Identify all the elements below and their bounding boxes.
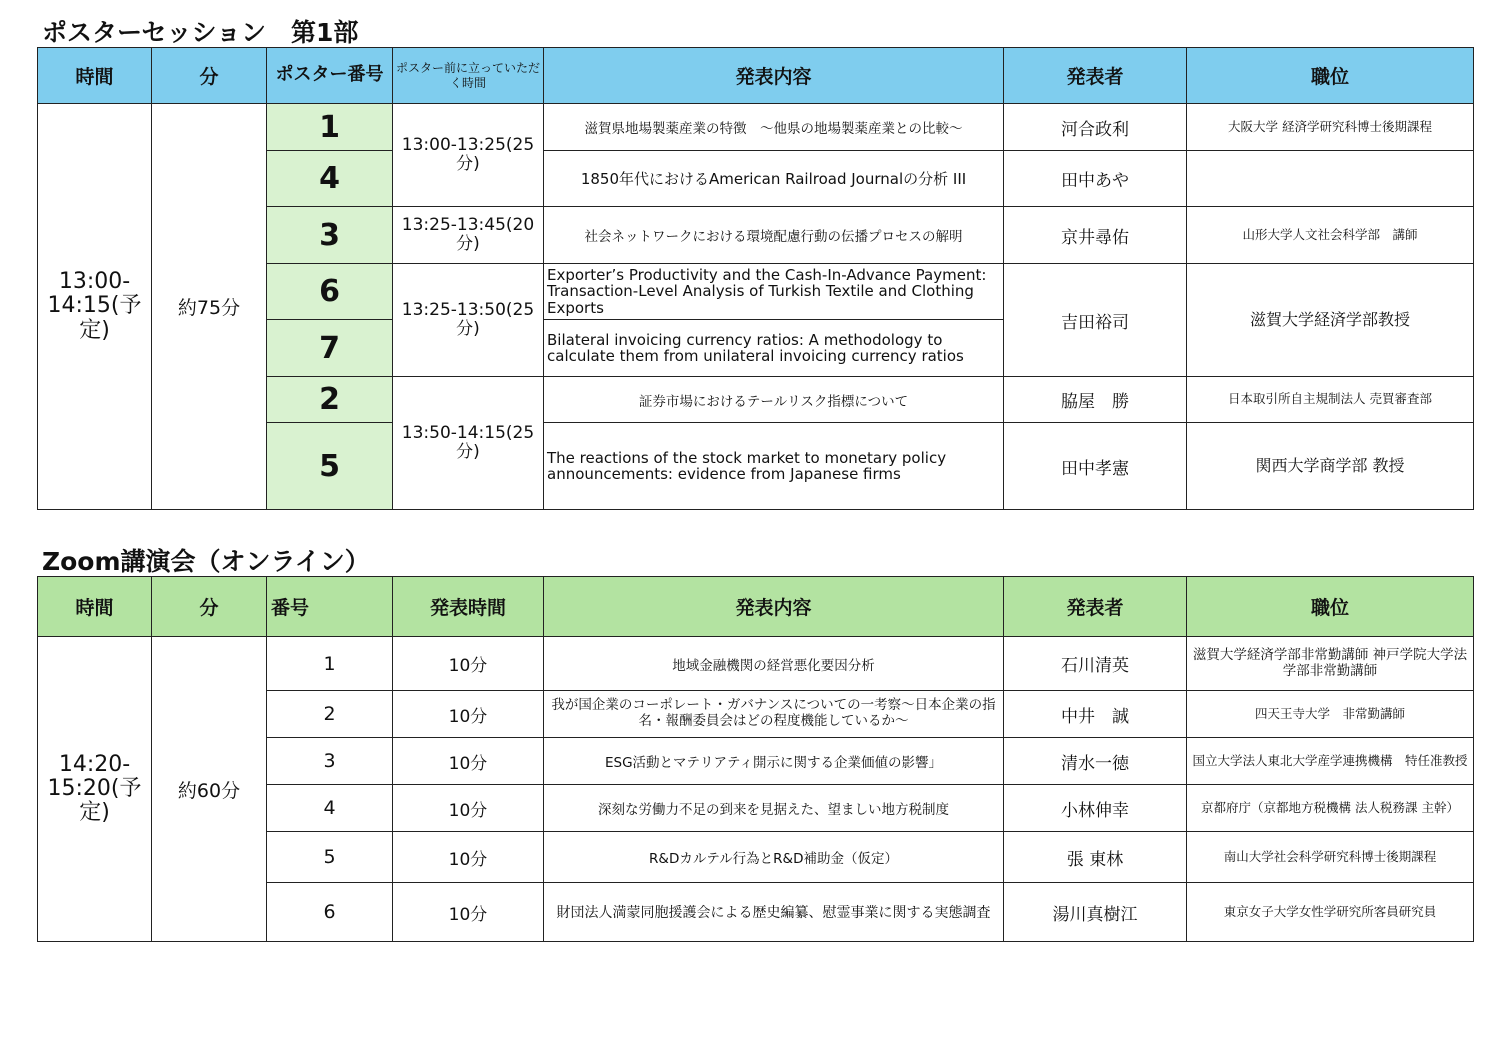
presenter-position: 滋賀大学経済学部教授: [1187, 264, 1474, 377]
header-position: 職位: [1187, 577, 1474, 637]
presenter-position: [1187, 151, 1474, 207]
header-minutes: 分: [152, 48, 267, 104]
presenter-name: 脇屋 勝: [1004, 377, 1187, 423]
poster-number: 4: [267, 151, 393, 207]
talk-duration: 10分: [393, 785, 544, 832]
presentation-title: ESG活動とマテリアティ開示に関する企業価値の影響」: [544, 738, 1004, 785]
presentation-title: Bilateral invoicing currency ratios: A methodology to calculate them from unilateral invoicing currency ratios: [544, 320, 1004, 377]
talk-duration: 10分: [393, 832, 544, 883]
session-time-range: 14:20-15:20(予定): [38, 637, 152, 942]
header-presenter: 発表者: [1004, 48, 1187, 104]
header-standing-time: ポスター前に立っていただく時間: [393, 48, 544, 104]
presenter-position: 滋賀大学経済学部非常勤講師 神戸学院大学法学部非常勤講師: [1187, 637, 1474, 691]
talk-duration: 10分: [393, 883, 544, 942]
header-content: 発表内容: [544, 577, 1004, 637]
presenter-name: 京井尋佑: [1004, 207, 1187, 264]
header-time: 時間: [38, 48, 152, 104]
header-duration: 発表時間: [393, 577, 544, 637]
presenter-name: 小林伸幸: [1004, 785, 1187, 832]
talk-number: 4: [267, 785, 393, 832]
presentation-title: 滋賀県地場製薬産業の特徴 ～他県の地場製薬産業との比較～: [544, 104, 1004, 151]
poster-number: 6: [267, 264, 393, 320]
presenter-name: 田中孝憲: [1004, 423, 1187, 510]
talk-number: 6: [267, 883, 393, 942]
standing-slot: 13:00-13:25(25分): [393, 104, 544, 207]
poster-number: 2: [267, 377, 393, 423]
header-minutes: 分: [152, 577, 267, 637]
poster-number: 3: [267, 207, 393, 264]
talk-duration: 10分: [393, 738, 544, 785]
poster-number: 1: [267, 104, 393, 151]
session-minutes: 約60分: [152, 637, 267, 942]
poster-schedule-table: [37, 47, 1474, 510]
session-minutes: 約75分: [152, 104, 267, 510]
standing-slot: 13:25-13:50(25分): [393, 264, 544, 377]
presenter-name: 石川清英: [1004, 637, 1187, 691]
zoom-header-row: [38, 577, 1474, 637]
presenter-position: 山形大学人文社会科学部 講師: [1187, 207, 1474, 264]
presenter-position: 関西大学商学部 教授: [1187, 423, 1474, 510]
presentation-title: Exporter’s Productivity and the Cash-In-Advance Payment: Transaction-Level Analysis of Turkish Textile and Clothing Exports: [544, 264, 1004, 320]
standing-slot: 13:25-13:45(20分): [393, 207, 544, 264]
presenter-position: 日本取引所自主規制法人 売買審査部: [1187, 377, 1474, 423]
poster-number: 5: [267, 423, 393, 510]
presenter-name: 吉田裕司: [1004, 264, 1187, 377]
table-row: [38, 104, 1474, 151]
presentation-title: R&Dカルテル行為とR&D補助金（仮定）: [544, 832, 1004, 883]
talk-number: 2: [267, 691, 393, 738]
zoom-schedule-table: [37, 576, 1474, 942]
presenter-name: 湯川真樹江: [1004, 883, 1187, 942]
poster-section-title: ポスターセッション 第1部: [42, 18, 359, 47]
zoom-section-title: Zoom講演会（オンライン）: [42, 547, 370, 576]
presenter-name: 清水一徳: [1004, 738, 1187, 785]
poster-header-row: [38, 48, 1474, 104]
presenter-name: 中井 誠: [1004, 691, 1187, 738]
header-number: 番号: [267, 577, 393, 637]
talk-duration: 10分: [393, 691, 544, 738]
talk-duration: 10分: [393, 637, 544, 691]
presentation-title: 深刻な労働力不足の到来を見据えた、望ましい地方税制度: [544, 785, 1004, 832]
presentation-title: 1850年代におけるAmerican Railroad Journalの分析 III: [544, 151, 1004, 207]
header-poster-number: ポスター番号: [267, 48, 393, 104]
header-content: 発表内容: [544, 48, 1004, 104]
presentation-title: 我が国企業のコーポレート・ガバナンスについての一考察～日本企業の指名・報酬委員会はどの程度機能しているか～: [544, 691, 1004, 738]
presenter-name: 田中あや: [1004, 151, 1187, 207]
table-row: [38, 637, 1474, 691]
presenter-name: 張 東林: [1004, 832, 1187, 883]
header-presenter: 発表者: [1004, 577, 1187, 637]
presentation-title: 社会ネットワークにおける環境配慮行動の伝播プロセスの解明: [544, 207, 1004, 264]
presentation-title: 証券市場におけるテールリスク指標について: [544, 377, 1004, 423]
presenter-position: 大阪大学 経済学研究科博士後期課程: [1187, 104, 1474, 151]
presentation-title: The reactions of the stock market to monetary policy announcements: evidence from Japanese firms: [544, 423, 1004, 510]
talk-number: 3: [267, 738, 393, 785]
poster-number: 7: [267, 320, 393, 377]
standing-slot: 13:50-14:15(25分): [393, 377, 544, 510]
talk-number: 1: [267, 637, 393, 691]
presenter-position: 京都府庁（京都地方税機構 法人税務課 主幹）: [1187, 785, 1474, 832]
presentation-title: 財団法人満蒙同胞援護会による歴史編纂、慰霊事業に関する実態調査: [544, 883, 1004, 942]
header-time: 時間: [38, 577, 152, 637]
header-position: 職位: [1187, 48, 1474, 104]
presentation-title: 地域金融機関の経営悪化要因分析: [544, 637, 1004, 691]
presenter-name: 河合政利: [1004, 104, 1187, 151]
presenter-position: 国立大学法人東北大学産学連携機構 特任准教授: [1187, 738, 1474, 785]
presenter-position: 南山大学社会科学研究科博士後期課程: [1187, 832, 1474, 883]
presenter-position: 東京女子大学女性学研究所客員研究員: [1187, 883, 1474, 942]
talk-number: 5: [267, 832, 393, 883]
session-time-range: 13:00-14:15(予定): [38, 104, 152, 510]
presenter-position: 四天王寺大学 非常勤講師: [1187, 691, 1474, 738]
